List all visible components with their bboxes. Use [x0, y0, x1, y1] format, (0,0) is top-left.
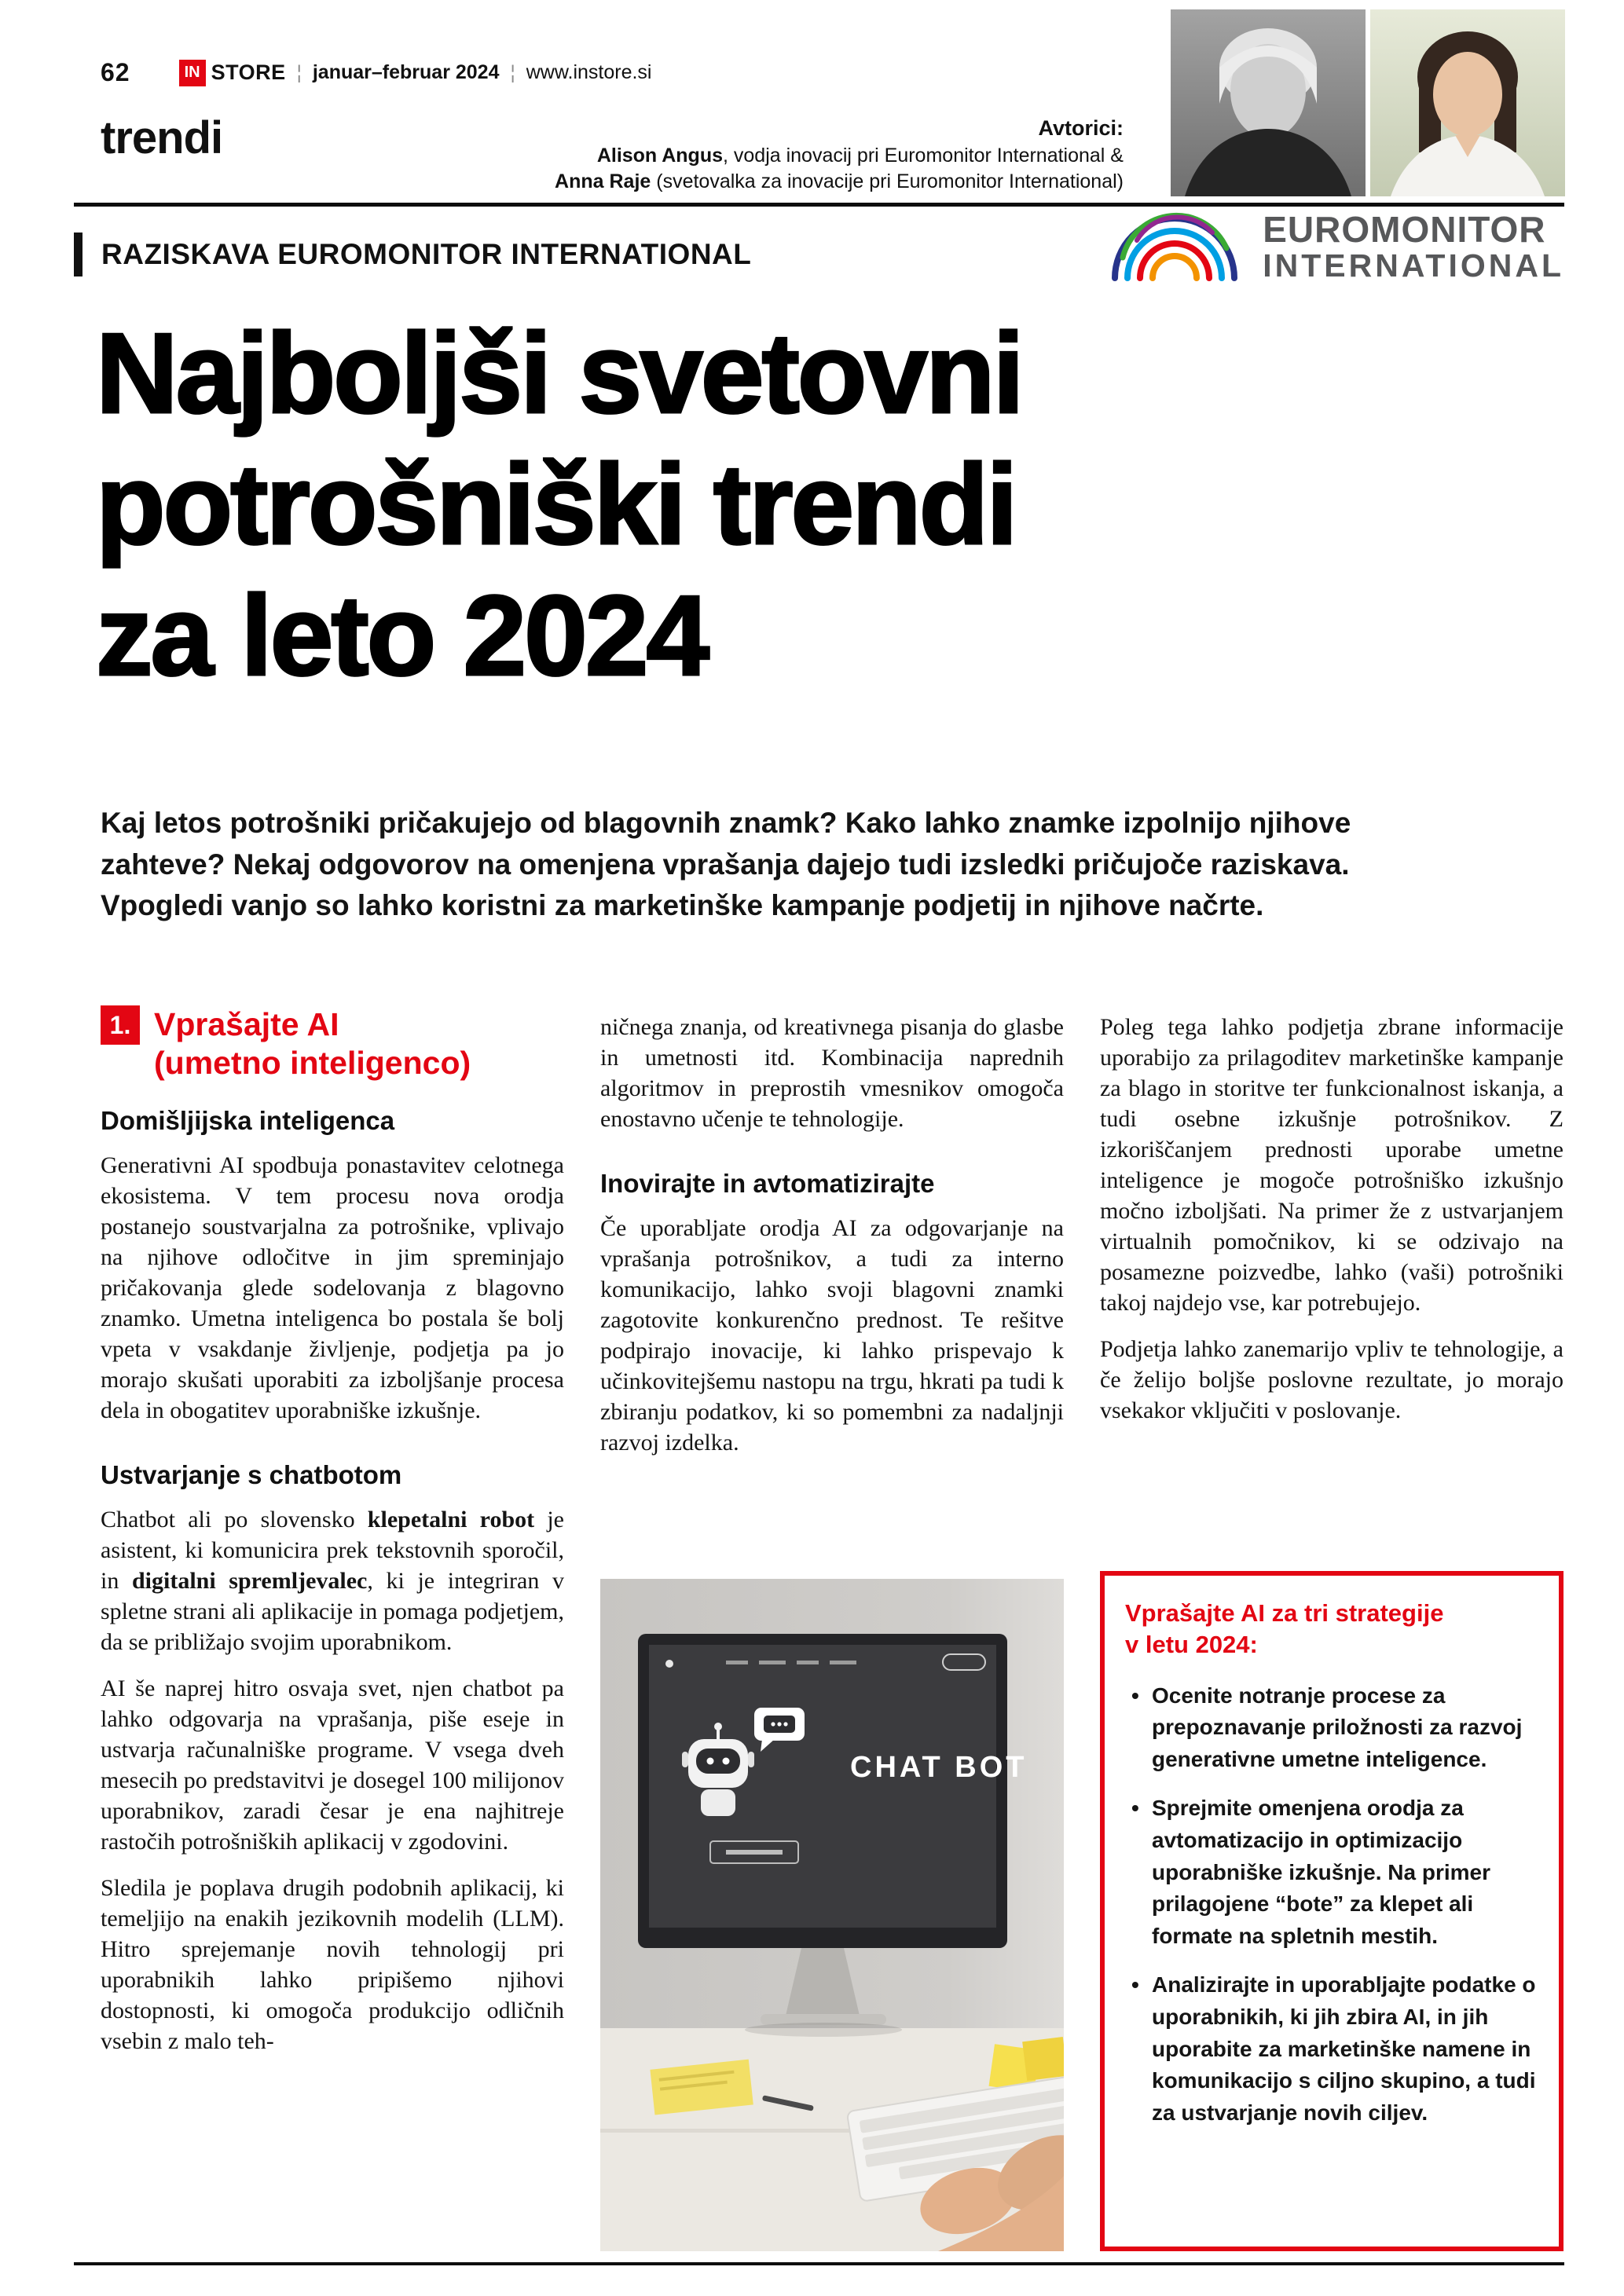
kicker-text: RAZISKAVA EUROMONITOR INTERNATIONAL — [101, 238, 752, 270]
author-role-2: (svetovalka za inovacije pri Euromonitor International) — [651, 170, 1124, 192]
headline-line-3: za leto 2024 — [96, 571, 708, 699]
section-1-header — [101, 1005, 564, 1082]
page-number: 62 — [101, 58, 130, 86]
article-columns — [101, 1005, 1564, 2251]
headline-line-2: potrošniški trendi — [96, 440, 1016, 568]
headline — [96, 308, 1022, 701]
strategy-item-1: • Ocenite notranje procese za prepoznavanje priložnosti za razvoj generativne umetne inteligence. — [1125, 1680, 1538, 1776]
header-divider — [74, 203, 1564, 207]
section-1-title-line1: Vprašajte AI — [154, 1006, 339, 1042]
subheading-domisljijska-inteligenca: Domišljijska inteligenca — [101, 1106, 395, 1136]
paragraph: Generativni AI spodbuja ponastavitev celotnega ekosistema. V tem procesu nova orodja postanejo soustvarjalna za potrošnike, vplivajo na njihove odločitve in jim spreminjajo pričakovanja glede sodelovanja z blagovno znamko. Umetna inteligenca bo postala še bolj vpeta v vsakdanje življenje, podjetja pa jo morajo skušati uporabiti za izboljšanje procesa dela in obogatitev uporabniške izkušnje. — [101, 1152, 564, 1424]
footer-divider — [74, 2262, 1564, 2265]
column-1 — [101, 1005, 564, 2251]
strategy-box-title-line1: Vprašajte AI za tri strategije — [1125, 1599, 1444, 1627]
author-name-2: Anna Raje — [555, 170, 651, 192]
paragraph: AI še naprej hitro osvaja svet, njen chatbot pa lahko odgovarja na vprašanja, piše eseje in ustvarja računalniške programe. V vsega dveh mesecih po predstavitvi je dosegel 100 milijonov uporabnikov, zaradi česar je ena najhitreje rastočih potrošniških aplikacij v zgodovini. — [101, 1675, 564, 1855]
euromonitor-logo-line1: EUROMONITOR — [1263, 208, 1546, 250]
column-3 — [1100, 1005, 1564, 2251]
kicker-bar — [74, 233, 82, 276]
paragraph: Poleg tega lahko podjetja zbrane informacije uporabijo za prilagoditev marketinške kampanje za blago in storitve ter funkcionalnost iskanja, a tudi osebne izkušnje potrošnikov. Z izkoriščanjem prednosti uporabe umetne inteligence je mogoče potrošniško izkušnjo močno izboljšati. Na primer že z ustvarjanjem virtualnih pomočnikov, ki se odzivajo na posamezne poizvedbe, lahko (vaši) potrošniki takoj najdejo vse, kar potrebujejo. — [1100, 1014, 1564, 1316]
strategy-box-title-line2: v letu 2024: — [1125, 1631, 1258, 1659]
euromonitor-logo-text — [1263, 208, 1564, 284]
strategy-list — [1125, 1680, 1538, 2129]
subheading-ustvarjanje-s-chatbotom: Ustvarjanje s chatbotom — [101, 1460, 402, 1490]
authors-label: Avtorici: — [1038, 116, 1124, 140]
strategy-item-2: • Sprejmite omenjena orodja za avtomatizacijo in optimizacijo uporabniške izkušnje. Na primer prilagojene “bote” za klepet ali formate na spletnih mestih. — [1125, 1792, 1538, 1952]
author-name-1: Alison Angus — [596, 144, 723, 167]
strategy-item-3: • Analizirajte in uporabljajte podatke o uporabnikih, ki jih zbira AI, in jih uporabite za marketinške namene in komunikacijo s ciljno skupino, a tudi za ustvarjanje novih ciljev. — [1125, 1969, 1538, 2129]
author-photo-alison-angus — [1171, 9, 1366, 196]
paragraph: Sledila je poplava drugih podobnih aplikacij, ki temeljijo na enakih jezikovnih modelih (LLM). Hitro sprejemanje novih tehnologij pri uporabnikih lahko pripišemo njihovi dostopnosti, ki omogoča produkcijo odličnih vsebin z malo teh- — [101, 1875, 564, 2055]
section-1-title-line2: (umetno inteligenco) — [154, 1045, 471, 1082]
author-portrait-bw — [1171, 9, 1366, 196]
author-photos — [1171, 9, 1565, 196]
screen-logo-dot — [665, 1660, 673, 1668]
chatbot-photo — [600, 1579, 1064, 2251]
instore-logo — [179, 60, 286, 86]
author-role-1: , vodja inovacij pri Euromonitor International & — [723, 144, 1124, 167]
monitor — [638, 1634, 1028, 1948]
authors-block — [424, 115, 1124, 195]
paragraph: Chatbot ali po slovensko klepetalni robot je asistent, ki komunicira prek tekstovnih sporočil, in digitalni spremljevalec, ki je integriran v spletne strani ali aplikacije in pomaga podjetjem, da se približajo svojim uporabnikom. — [101, 1507, 564, 1656]
strategy-box — [1100, 1571, 1564, 2251]
chatbot-photo-illustration — [600, 1579, 1064, 2251]
paragraph: Podjetja lahko zanemarijo vpliv te tehnologije, a če želijo boljše poslovne rezultate, jo morajo vsekakor vključiti v poslovanje. — [1100, 1336, 1564, 1423]
author-portrait-color — [1370, 9, 1565, 196]
subheading-inovirajte-in-avtomatizirajte: Inovirajte in avtomatizirajte — [600, 1169, 935, 1198]
header-separator: ¦ — [510, 61, 515, 83]
column-2 — [600, 1005, 1064, 2251]
paragraph: ničnega znanja, od kreativnega pisanja do glasbe in umetnosti itd. Kombinacija naprednih algoritmov in preprostih vmesnikov omogoča enostavno učenje te tehnologije. — [600, 1014, 1064, 1132]
headline-line-1: Najboljši svetovni — [96, 309, 1022, 437]
euromonitor-logo-line2: INTERNATIONAL — [1263, 247, 1564, 284]
euromonitor-arcs-icon — [1109, 209, 1250, 284]
paragraph: Če uporabljate orodja AI za odgovarjanje na vprašanja potrošnikov, a tudi za interno komunikacijo, lahko svoji blagovni znamki zagotovite konkurenčno prednost. Te rešitve podpirajo inovacije, ki lahko prispevajo k učinkovitejšemu nastopu na trgu, hkrati pa tudi k zbiranju podatkov, ki so pomembni za nadaljnji razvoj izdelka. — [600, 1215, 1064, 1456]
section-title: trendi — [101, 112, 223, 163]
instore-logo-badge: IN — [179, 60, 206, 86]
page-header — [101, 58, 651, 87]
section-1-title — [154, 1005, 471, 1082]
kicker-row — [74, 233, 751, 276]
author-line-1 — [424, 143, 1124, 169]
chatbot-screen-title: CHAT BOT — [850, 1751, 1028, 1784]
author-photo-anna-raje — [1370, 9, 1565, 196]
header-separator: ¦ — [296, 61, 302, 83]
website-url: www.instore.si — [526, 61, 652, 83]
strategy-box-title — [1125, 1598, 1538, 1661]
instore-logo-text: STORE — [211, 60, 286, 84]
intro-paragraph: Kaj letos potrošniki pričakujejo od blagovnih znamk? Kako lahko znamke izpolnijo njihove zahteve? Nekaj odgovorov na omenjena vprašanja dajejo tudi izsledki pričujoče raziskava. Vpogledi vanjo so lahko koristni za marketinške kampanje podjetij in njihove načrte. — [101, 807, 1351, 922]
euromonitor-logo — [1109, 209, 1564, 284]
section-number-badge: 1. — [101, 1005, 140, 1045]
author-line-2 — [424, 169, 1124, 195]
issue-date: januar–februar 2024 — [312, 61, 500, 83]
